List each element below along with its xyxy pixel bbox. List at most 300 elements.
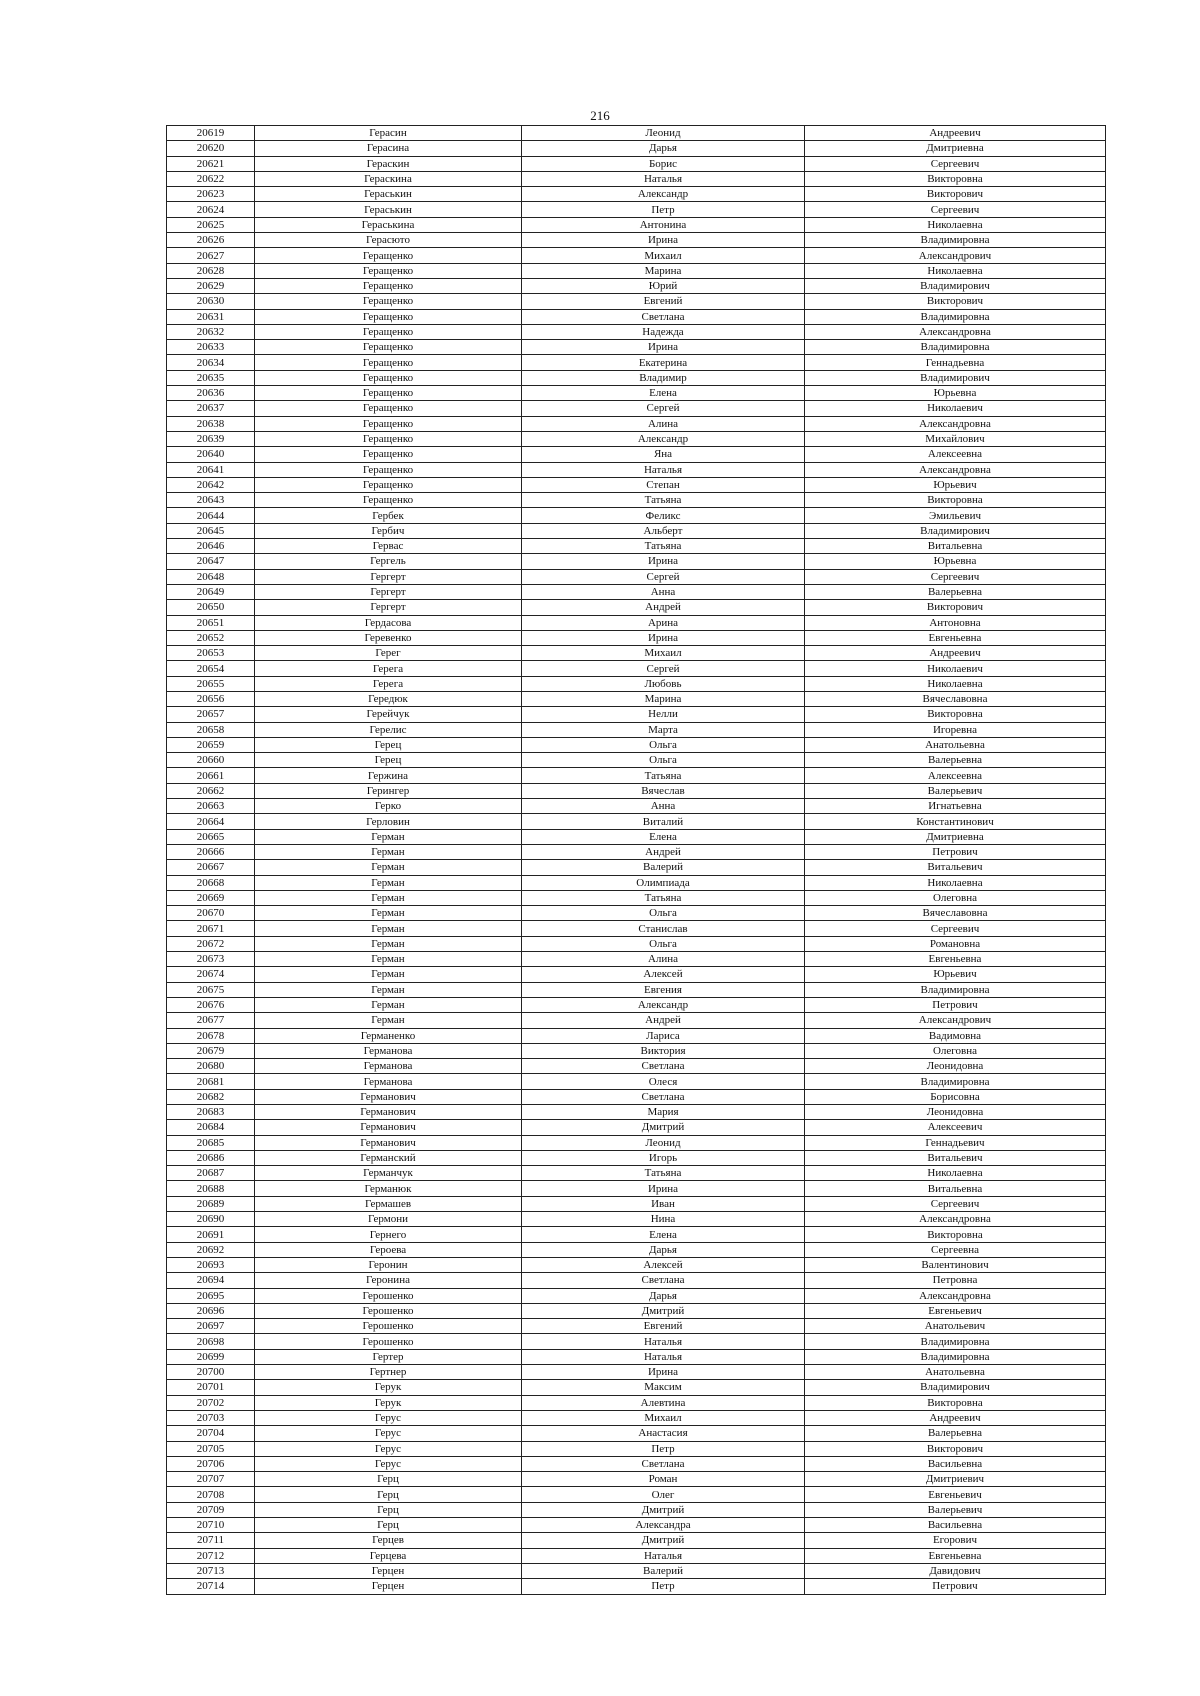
id-cell: 20685	[167, 1135, 255, 1150]
table-row	[167, 1472, 1106, 1487]
surname-cell: Герасин	[255, 126, 522, 141]
patronymic-cell: Геннадьевич	[805, 1135, 1106, 1150]
id-cell: 20684	[167, 1120, 255, 1135]
surname-cell: Герошенко	[255, 1334, 522, 1349]
table-row	[167, 1563, 1106, 1578]
first-name-cell: Андрей	[522, 1013, 805, 1028]
surname-cell: Гергель	[255, 554, 522, 569]
table-row	[167, 539, 1106, 554]
id-cell: 20630	[167, 294, 255, 309]
id-cell: 20666	[167, 844, 255, 859]
first-name-cell: Ольга	[522, 753, 805, 768]
id-cell: 20640	[167, 447, 255, 462]
surname-cell: Геронина	[255, 1273, 522, 1288]
table-row	[167, 1533, 1106, 1548]
id-cell: 20643	[167, 493, 255, 508]
surname-cell: Гербек	[255, 508, 522, 523]
table-row	[167, 508, 1106, 523]
id-cell: 20627	[167, 248, 255, 263]
table-row	[167, 1074, 1106, 1089]
id-cell: 20626	[167, 233, 255, 248]
patronymic-cell: Геннадьевна	[805, 355, 1106, 370]
first-name-cell: Дарья	[522, 141, 805, 156]
patronymic-cell: Викторовна	[805, 707, 1106, 722]
surname-cell: Герцен	[255, 1563, 522, 1578]
first-name-cell: Ирина	[522, 630, 805, 645]
surname-cell: Герцев	[255, 1533, 522, 1548]
first-name-cell: Татьяна	[522, 890, 805, 905]
id-cell: 20705	[167, 1441, 255, 1456]
table-row	[167, 1135, 1106, 1150]
table-row	[167, 676, 1106, 691]
surname-cell: Геращенко	[255, 355, 522, 370]
patronymic-cell: Викторович	[805, 1441, 1106, 1456]
surname-cell: Геращенко	[255, 462, 522, 477]
patronymic-cell: Николаевна	[805, 1166, 1106, 1181]
first-name-cell: Петр	[522, 1579, 805, 1594]
first-name-cell: Дмитрий	[522, 1120, 805, 1135]
first-name-cell: Александр	[522, 997, 805, 1012]
patronymic-cell: Леонидовна	[805, 1105, 1106, 1120]
patronymic-cell: Владимировна	[805, 1074, 1106, 1089]
id-cell: 20668	[167, 875, 255, 890]
surname-cell: Гераськин	[255, 187, 522, 202]
id-cell: 20696	[167, 1303, 255, 1318]
surname-cell: Германюк	[255, 1181, 522, 1196]
surname-cell: Гермони	[255, 1212, 522, 1227]
surname-cell: Герасина	[255, 141, 522, 156]
table-row	[167, 278, 1106, 293]
table-row	[167, 386, 1106, 401]
table-row	[167, 661, 1106, 676]
id-cell: 20642	[167, 477, 255, 492]
patronymic-cell: Егорович	[805, 1533, 1106, 1548]
first-name-cell: Евгений	[522, 1319, 805, 1334]
first-name-cell: Наталья	[522, 1548, 805, 1563]
id-cell: 20698	[167, 1334, 255, 1349]
patronymic-cell: Дмитриевна	[805, 829, 1106, 844]
first-name-cell: Виталий	[522, 814, 805, 829]
surname-cell: Геращенко	[255, 278, 522, 293]
surname-cell: Герус	[255, 1426, 522, 1441]
surname-cell: Героева	[255, 1242, 522, 1257]
table-row	[167, 967, 1106, 982]
table-row	[167, 1257, 1106, 1272]
surname-cell: Германова	[255, 1074, 522, 1089]
id-cell: 20672	[167, 936, 255, 951]
surname-cell: Герег	[255, 646, 522, 661]
page-number: 216	[590, 108, 610, 123]
id-cell: 20633	[167, 340, 255, 355]
first-name-cell: Сергей	[522, 661, 805, 676]
id-cell: 20650	[167, 600, 255, 615]
id-cell: 20680	[167, 1059, 255, 1074]
id-cell: 20703	[167, 1410, 255, 1425]
surname-cell: Герус	[255, 1456, 522, 1471]
id-cell: 20709	[167, 1502, 255, 1517]
id-cell: 20621	[167, 156, 255, 171]
first-name-cell: Леонид	[522, 126, 805, 141]
table-row	[167, 1456, 1106, 1471]
id-cell: 20634	[167, 355, 255, 370]
table-row	[167, 477, 1106, 492]
patronymic-cell: Валентинович	[805, 1257, 1106, 1272]
table-row	[167, 1166, 1106, 1181]
first-name-cell: Виктория	[522, 1043, 805, 1058]
table-row	[167, 783, 1106, 798]
id-cell: 20635	[167, 370, 255, 385]
first-name-cell: Ирина	[522, 554, 805, 569]
surname-cell: Герошенко	[255, 1319, 522, 1334]
table-row	[167, 1441, 1106, 1456]
patronymic-cell: Андреевич	[805, 646, 1106, 661]
first-name-cell: Екатерина	[522, 355, 805, 370]
id-cell: 20646	[167, 539, 255, 554]
id-cell: 20713	[167, 1563, 255, 1578]
patronymic-cell: Сергеевна	[805, 1242, 1106, 1257]
first-name-cell: Олег	[522, 1487, 805, 1502]
table-row	[167, 1150, 1106, 1165]
id-cell: 20644	[167, 508, 255, 523]
id-cell: 20679	[167, 1043, 255, 1058]
table-row	[167, 493, 1106, 508]
id-cell: 20708	[167, 1487, 255, 1502]
first-name-cell: Яна	[522, 447, 805, 462]
surname-cell: Герко	[255, 799, 522, 814]
first-name-cell: Алексей	[522, 1257, 805, 1272]
surname-cell: Гераськин	[255, 202, 522, 217]
first-name-cell: Дарья	[522, 1242, 805, 1257]
surname-cell: Геращенко	[255, 477, 522, 492]
surname-cell: Германенко	[255, 1028, 522, 1043]
id-cell: 20693	[167, 1257, 255, 1272]
first-name-cell: Леонид	[522, 1135, 805, 1150]
patronymic-cell: Владимировна	[805, 982, 1106, 997]
first-name-cell: Анна	[522, 584, 805, 599]
patronymic-cell: Вячеславовна	[805, 906, 1106, 921]
id-cell: 20632	[167, 324, 255, 339]
patronymic-cell: Юрьевич	[805, 967, 1106, 982]
id-cell: 20647	[167, 554, 255, 569]
patronymic-cell: Александрович	[805, 1013, 1106, 1028]
first-name-cell: Андрей	[522, 844, 805, 859]
table-row	[167, 982, 1106, 997]
first-name-cell: Анна	[522, 799, 805, 814]
patronymic-cell: Валерьевна	[805, 753, 1106, 768]
first-name-cell: Марта	[522, 722, 805, 737]
table-row	[167, 523, 1106, 538]
table-row	[167, 1502, 1106, 1517]
first-name-cell: Надежда	[522, 324, 805, 339]
first-name-cell: Алевтина	[522, 1395, 805, 1410]
surname-cell: Геращенко	[255, 493, 522, 508]
id-cell: 20637	[167, 401, 255, 416]
table-row	[167, 370, 1106, 385]
surname-cell: Герелис	[255, 722, 522, 737]
first-name-cell: Татьяна	[522, 539, 805, 554]
id-cell: 20681	[167, 1074, 255, 1089]
first-name-cell: Сергей	[522, 569, 805, 584]
id-cell: 20707	[167, 1472, 255, 1487]
first-name-cell: Валерий	[522, 860, 805, 875]
table-row	[167, 615, 1106, 630]
first-name-cell: Светлана	[522, 1273, 805, 1288]
surname-cell: Гергерт	[255, 600, 522, 615]
table-row	[167, 248, 1106, 263]
table-row	[167, 1227, 1106, 1242]
surname-cell: Герейчук	[255, 707, 522, 722]
table-row	[167, 1105, 1106, 1120]
surname-cell: Герман	[255, 890, 522, 905]
surname-cell: Герц	[255, 1487, 522, 1502]
table-row	[167, 844, 1106, 859]
id-cell: 20661	[167, 768, 255, 783]
id-cell: 20712	[167, 1548, 255, 1563]
first-name-cell: Ольга	[522, 737, 805, 752]
id-cell: 20706	[167, 1456, 255, 1471]
surname-cell: Гертнер	[255, 1365, 522, 1380]
first-name-cell: Ирина	[522, 1181, 805, 1196]
id-cell: 20670	[167, 906, 255, 921]
patronymic-cell: Витальевич	[805, 860, 1106, 875]
first-name-cell: Арина	[522, 615, 805, 630]
table-row	[167, 1013, 1106, 1028]
first-name-cell: Марина	[522, 691, 805, 706]
surname-cell: Герец	[255, 753, 522, 768]
patronymic-cell: Викторович	[805, 187, 1106, 202]
first-name-cell: Дарья	[522, 1288, 805, 1303]
id-cell: 20700	[167, 1365, 255, 1380]
patronymic-cell: Васильевна	[805, 1456, 1106, 1471]
id-cell: 20694	[167, 1273, 255, 1288]
table-row	[167, 875, 1106, 890]
table-row	[167, 997, 1106, 1012]
first-name-cell: Татьяна	[522, 768, 805, 783]
id-cell: 20683	[167, 1105, 255, 1120]
first-name-cell: Петр	[522, 202, 805, 217]
surname-cell: Герега	[255, 661, 522, 676]
surname-cell: Геращенко	[255, 401, 522, 416]
first-name-cell: Антонина	[522, 217, 805, 232]
patronymic-cell: Викторович	[805, 294, 1106, 309]
table-row	[167, 1334, 1106, 1349]
first-name-cell: Анастасия	[522, 1426, 805, 1441]
first-name-cell: Валерий	[522, 1563, 805, 1578]
table-row	[167, 936, 1106, 951]
table-row	[167, 401, 1106, 416]
patronymic-cell: Олеговна	[805, 890, 1106, 905]
first-name-cell: Александра	[522, 1518, 805, 1533]
patronymic-cell: Александровна	[805, 324, 1106, 339]
table-row	[167, 1089, 1106, 1104]
table-row	[167, 187, 1106, 202]
table-row	[167, 462, 1106, 477]
table-row	[167, 1319, 1106, 1334]
patronymic-cell: Константинович	[805, 814, 1106, 829]
patronymic-cell: Андреевич	[805, 126, 1106, 141]
first-name-cell: Елена	[522, 386, 805, 401]
id-cell: 20675	[167, 982, 255, 997]
surname-cell: Геращенко	[255, 370, 522, 385]
first-name-cell: Татьяна	[522, 1166, 805, 1181]
table-row	[167, 1487, 1106, 1502]
first-name-cell: Елена	[522, 1227, 805, 1242]
surname-cell: Герец	[255, 737, 522, 752]
first-name-cell: Мария	[522, 1105, 805, 1120]
first-name-cell: Евгения	[522, 982, 805, 997]
surname-cell: Гертер	[255, 1349, 522, 1364]
first-name-cell: Андрей	[522, 600, 805, 615]
table-row	[167, 600, 1106, 615]
table-row	[167, 1181, 1106, 1196]
patronymic-cell: Алексеевна	[805, 768, 1106, 783]
first-name-cell: Михаил	[522, 248, 805, 263]
surname-cell: Германчук	[255, 1166, 522, 1181]
id-cell: 20671	[167, 921, 255, 936]
table-row	[167, 768, 1106, 783]
first-name-cell: Алексей	[522, 967, 805, 982]
patronymic-cell: Николаевна	[805, 217, 1106, 232]
surname-cell: Герц	[255, 1502, 522, 1517]
table-row	[167, 1212, 1106, 1227]
first-name-cell: Наталья	[522, 171, 805, 186]
first-name-cell: Альберт	[522, 523, 805, 538]
first-name-cell: Михаил	[522, 646, 805, 661]
patronymic-cell: Николаевна	[805, 263, 1106, 278]
patronymic-cell: Алексеевна	[805, 447, 1106, 462]
table-row	[167, 722, 1106, 737]
surname-cell: Герошенко	[255, 1288, 522, 1303]
surname-cell: Герман	[255, 875, 522, 890]
table-row	[167, 309, 1106, 324]
patronymic-cell: Игнатьевна	[805, 799, 1106, 814]
first-name-cell: Лариса	[522, 1028, 805, 1043]
table-row	[167, 447, 1106, 462]
table-row	[167, 691, 1106, 706]
patronymic-cell: Сергеевич	[805, 1196, 1106, 1211]
first-name-cell: Вячеслав	[522, 783, 805, 798]
patronymic-cell: Леонидовна	[805, 1059, 1106, 1074]
id-cell: 20667	[167, 860, 255, 875]
patronymic-cell: Витальевна	[805, 539, 1106, 554]
patronymic-cell: Александрович	[805, 248, 1106, 263]
patronymic-cell: Владимировна	[805, 1349, 1106, 1364]
surname-cell: Герц	[255, 1472, 522, 1487]
first-name-cell: Ольга	[522, 906, 805, 921]
first-name-cell: Наталья	[522, 462, 805, 477]
surname-cell: Гергерт	[255, 569, 522, 584]
table-row	[167, 126, 1106, 141]
patronymic-cell: Александровна	[805, 416, 1106, 431]
table-row	[167, 324, 1106, 339]
patronymic-cell: Викторовна	[805, 1227, 1106, 1242]
id-cell: 20673	[167, 952, 255, 967]
patronymic-cell: Дмитриевич	[805, 1472, 1106, 1487]
surname-cell: Геращенко	[255, 416, 522, 431]
id-cell: 20623	[167, 187, 255, 202]
id-cell: 20682	[167, 1089, 255, 1104]
first-name-cell: Светлана	[522, 1456, 805, 1471]
id-cell: 20664	[167, 814, 255, 829]
table-row	[167, 294, 1106, 309]
table-row	[167, 263, 1106, 278]
id-cell: 20639	[167, 431, 255, 446]
id-cell: 20710	[167, 1518, 255, 1533]
surname-cell: Герловин	[255, 814, 522, 829]
surname-cell: Герцен	[255, 1579, 522, 1594]
table-row	[167, 1028, 1106, 1043]
first-name-cell: Светлана	[522, 1089, 805, 1104]
patronymic-cell: Юрьевна	[805, 386, 1106, 401]
id-cell: 20638	[167, 416, 255, 431]
surname-cell: Геращенко	[255, 248, 522, 263]
patronymic-cell: Сергеевич	[805, 156, 1106, 171]
patronymic-cell: Юрьевич	[805, 477, 1106, 492]
table-row	[167, 1288, 1106, 1303]
surname-cell: Герман	[255, 1013, 522, 1028]
patronymic-cell: Анатольевна	[805, 737, 1106, 752]
patronymic-cell: Валерьевна	[805, 584, 1106, 599]
id-cell: 20704	[167, 1426, 255, 1441]
patronymic-cell: Игоревна	[805, 722, 1106, 737]
patronymic-cell: Викторовна	[805, 1395, 1106, 1410]
surname-cell: Гернего	[255, 1227, 522, 1242]
patronymic-cell: Валерьевич	[805, 1502, 1106, 1517]
surname-cell: Герук	[255, 1395, 522, 1410]
first-name-cell: Олеся	[522, 1074, 805, 1089]
table-row	[167, 814, 1106, 829]
patronymic-cell: Борисовна	[805, 1089, 1106, 1104]
first-name-cell: Роман	[522, 1472, 805, 1487]
table-row	[167, 799, 1106, 814]
id-cell: 20660	[167, 753, 255, 768]
table-row	[167, 906, 1106, 921]
id-cell: 20655	[167, 676, 255, 691]
first-name-cell: Ирина	[522, 340, 805, 355]
id-cell: 20663	[167, 799, 255, 814]
surname-cell: Германович	[255, 1105, 522, 1120]
table-row	[167, 1196, 1106, 1211]
id-cell: 20690	[167, 1212, 255, 1227]
id-cell: 20677	[167, 1013, 255, 1028]
patronymic-cell: Викторович	[805, 600, 1106, 615]
id-cell: 20686	[167, 1150, 255, 1165]
table-row	[167, 890, 1106, 905]
table-row	[167, 829, 1106, 844]
id-cell: 20676	[167, 997, 255, 1012]
surname-cell: Геращенко	[255, 386, 522, 401]
id-cell: 20656	[167, 691, 255, 706]
first-name-cell: Татьяна	[522, 493, 805, 508]
id-cell: 20688	[167, 1181, 255, 1196]
patronymic-cell: Викторовна	[805, 493, 1106, 508]
table-row	[167, 202, 1106, 217]
surname-cell: Германович	[255, 1089, 522, 1104]
patronymic-cell: Сергеевич	[805, 202, 1106, 217]
first-name-cell: Олимпиада	[522, 875, 805, 890]
first-name-cell: Станислав	[522, 921, 805, 936]
surname-cell: Гередюк	[255, 691, 522, 706]
patronymic-cell: Владимирович	[805, 1380, 1106, 1395]
table-row	[167, 355, 1106, 370]
id-cell: 20692	[167, 1242, 255, 1257]
first-name-cell: Светлана	[522, 1059, 805, 1074]
surname-cell: Гержина	[255, 768, 522, 783]
surname-cell: Германова	[255, 1043, 522, 1058]
surname-cell: Геращенко	[255, 309, 522, 324]
surname-cell: Гервас	[255, 539, 522, 554]
patronymic-cell: Владимировна	[805, 1334, 1106, 1349]
